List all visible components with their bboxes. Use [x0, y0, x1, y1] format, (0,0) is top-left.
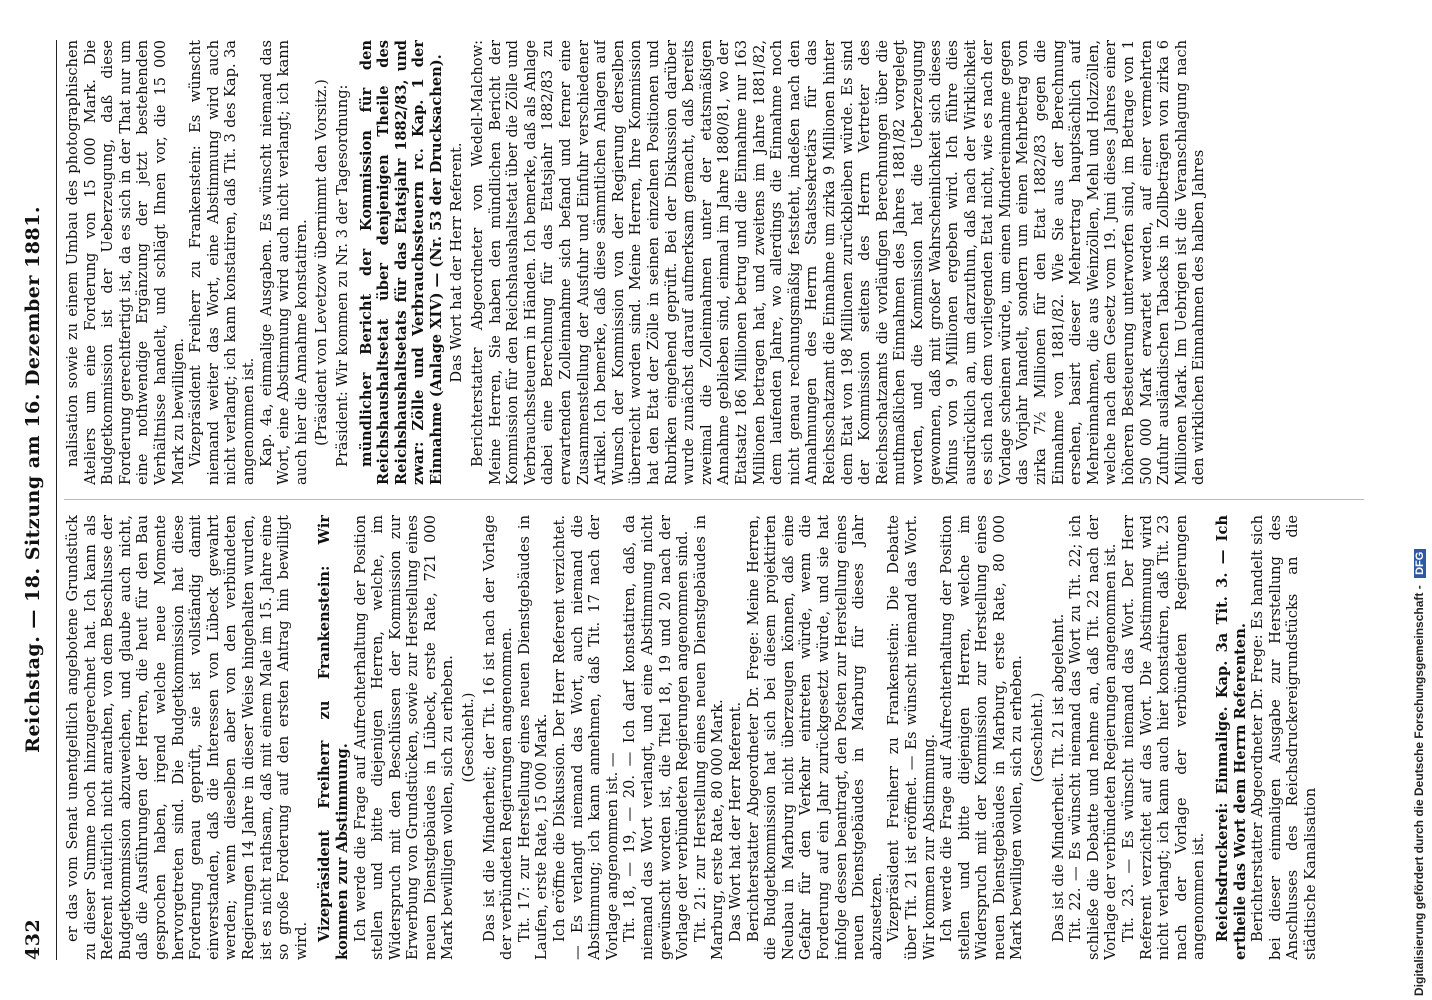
paragraph: Ich eröffne die Diskussion. Der Herr Referent verzichtet. — Es verlangt niemand das Wort, auch niemand die Abstimmung; ich kann annehmen, daß Tit. 17 nach der Vorlage angenommen ist. —	[551, 515, 621, 960]
paragraph: Reichsdruckerei: Einmalige. Kap. 3a Tit. 3. — Ich ertheile das Wort dem Herrn Referenten.	[1214, 515, 1249, 960]
paragraph: Tit. 21: zur Herstellung eines neuen Dienstgebäudes in Marburg, erste Rate, 80 000 Mark.	[691, 515, 727, 960]
header-rule	[56, 40, 57, 960]
paragraph: Berichterstatter Abgeordneter Dr. Frege: Es handelt sich bei dieser einmaligen Ausgabe zur Herstellung des Anschlusses des Reichsdruckereigrundstücks an die städtische Kanalisation	[1249, 515, 1319, 960]
paragraph: Berichterstatter Abgeordneter Dr. Frege: Meine Herren, die Budgetkommission hat sich bei diesem projektirten Neubau in Marburg nicht überzeugen können, daß eine Gefahr für den Verkehr eintreten würde, wenn die Forderung auf ein Jahr zurückgesetzt würde, und sie hat infolge dessen beantragt, den Posten zur Herstellung eines neuen Dienstgebäudes in Marburg für dieses Jahr abzusetzen.	[744, 515, 885, 960]
paragraph: Das Wort hat der Herr Referent.	[726, 701, 744, 942]
page-number: 432	[22, 918, 44, 960]
paragraph: Das ist die Minderheit; der Tit. 16 ist nach der Vorlage der verbündeten Regierungen angenommen.	[480, 515, 516, 960]
paragraph: Das ist die Minderheit. Tit. 21 ist abgelehnt.	[1049, 613, 1067, 942]
paragraph: Vizepräsident Freiherr zu Frankenstein: Wir kommen zur Abstimmung.	[316, 515, 351, 960]
paragraph: Tit. 17: zur Herstellung eines neuen Dienstgebäudes in Laufen, erste Rate, 15 000 Mark.	[515, 515, 551, 960]
digitization-credit	[1410, 6, 1432, 1000]
credit-text: Digitalisierung gefördert durch die Deutsche Forschungsgemeinschaft -	[1412, 585, 1426, 996]
running-title: Reichstag. — 18. Sitzung am 16. Dezember 1881.	[22, 206, 44, 753]
paragraph: (Geschieht.)	[1029, 692, 1047, 783]
right-column	[64, 40, 1374, 485]
paragraph: Tit. 18, — 19, — 20. — Ich darf konstatiren, daß, da niemand das Wort verlangt, und eine Abstimmung nicht gewünscht worden ist, die Titel 18, 19 und 20 nach der Vorlage der verbündeten Regierungen angenommen sind.	[621, 515, 692, 960]
paragraph: Präsident: Wir kommen zu Nr. 3 der Tagesordnung:	[333, 84, 351, 467]
paragraph: er das vom Senat unentgeltlich angebotene Grundstück zu dieser Summe noch hinzugerechnet hat. Ich kann als Referent natürlich nicht anrathen, von dem Beschlusse der Budgetkommission abzuweichen, und glaube auch nicht, daß die Ausführungen der Herren, die heut für den Bau gesprochen haben, irgend welche neue Momente hervorgetreten sind. Die Budgetkommission hat diese Forderung genau geprüft, sie ist vollständig damit einverstanden, daß die Interessen von Lübeck gewahrt werden; wenn dieselben aber von den verbündeten Regierungen 14 Jahre in dieser Weise hingehalten wurden, ist es nicht rathsam, daß mit einem Male im 15. Jahre eine so große Forderung auf den ersten Antrag hin bewilligt wird.	[64, 515, 310, 960]
paragraph: Vizepräsident Freiherr zu Frankenstein: Die Debatte über Tit. 21 ist eröffnet. — Es wünscht niemand das Wort. Wir kommen zur Abstimmung.	[885, 515, 938, 960]
left-column	[64, 515, 1374, 960]
column-divider	[64, 499, 1364, 500]
paragraph: Kap. 4a, einmalige Ausgaben. Es wünscht niemand das Wort, eine Abstimmung wird auch nicht verlangt; ich kann auch hier die Annahme konstatiren.	[257, 40, 310, 485]
paragraph: Tit. 22. — Es wünscht niemand das Wort zu Tit. 22; ich schließe die Debatte und nehme an, daß Tit. 22 nach der Vorlage der verbündeten Regierungen angenommen ist.	[1067, 515, 1120, 960]
paragraph: Das Wort hat der Herr Referent.	[448, 142, 466, 383]
paragraph: (Geschieht.)	[460, 692, 478, 783]
paragraph: Berichterstatter Abgeordneter von Wedell-Malchow: Meine Herren, Sie haben den mündlichen Bericht der Kommission für den Reichshaushaltsetat über die Zölle und Verbrauchssteuern in Händen. Ich bemerke, daß als Anlage dabei eine Berechnung für das Etatsjahr 1882/83 zu erwartenden Zolleinnahme sich befand und ferner eine Zusammenstellung der Ausfuhr und Einfuhr verschiedener Artikel. Ich bemerke, daß diese sämmtlichen Anlagen auf Wunsch der Kommission von der Regierung derselben überreicht worden sind. Meine Herren, Ihre Kommission hat den Etat der Zölle in seinen einzelnen Positionen und Rubriken eingehend geprüft. Bei der Diskussion darüber wurde zunächst darauf aufmerksam gemacht, daß bereits zweimal die Zolleinnahmen unter der etatsmäßigen Annahme geblieben sind, einmal im Jahre 1880/81, wo der Etatsatz 186 Millionen betrug und die Einnahme nur 163 Millionen betragen hat, und zweitens im Jahre 1881/82, dem laufenden Jahre, wo allerdings die Einnahme noch nicht genau rechnungsmäßig feststeht, indeßen nach den Annahmungen des Herrn Staatssekretärs für das Reichsschatzamt die Einnahme um zirka 9 Millionen hinter dem Etat von 198 Millionen zurückbleiben würde. Es sind der Kommission seitens des Herrn Vertreter des Reichsschatzamts die vorläufigen Berechnungen über die muthmaßlichen Einnahmen des Jahres 1881/82 vorgelegt worden, und die Kommission hat die Ueberzeugung gewonnen, daß mit großer Wahrscheinlichkeit sich dieses Minus von 9 Millionen ergeben wird. Ich führe dies ausdrücklich an, um darzuthun, daß nach der Wirklichkeit es sich nach dem vorliegenden Etat nicht, wie es nach der Vorlage scheinen würde, um einen Mindereinnahme gegen das Vorjahr handelt, sondern um einen Mehrbetrag von zirka 7½ Millionen für den Etat 1882/83 gegen die Einnahme von 1881/82. Wie Sie aus der Berechnung ersehen, basirt dieser Mehrertrag hauptsächlich auf Mehreinnahmen, die aus Weinzöllen, Mehl und Holzzöllen, welche nach dem Gesetz vom 19. Juni dieses Jahres einer höheren Besteuerung unterworfen sind, im Betrage von 1 500 000 Mark erwartet werden, auf einer vermehrten Zufuhr ausländischen Tabacks in Zollbeträgen von zirka 6 Millionen Mark. Im Uebrigen ist die Veranschlagung nach den wirklichen Einnahmen des halben Jahres	[469, 40, 1208, 485]
paragraph: Ich werde die Frage auf Aufrechterhaltung der Position stellen und bitte diejenigen Herren, welche, im Widerspruch mit den Beschlüssen der Kommission zur Erwerbung von Grundstücken, sowie zur Herstellung eines neuen Dienstgebäudes in Lübeck, erste Rate, 721 000 Mark bewilligen wollen, sich zu erheben.	[351, 515, 457, 960]
agenda-title: mündlicher Bericht der Kommission für den Reichshaushaltsetat über denjenigen Theile des Reichshaushaltsetats für das Etatsjahr 1882/83, und zwar: Zölle und Verbrauchssteuern rc. Kap. 1 der Einnahme (Anlage XIV) — (Nr. 53 der Drucksachen).	[357, 40, 445, 485]
paragraph: Tit. 23. — Es wünscht niemand das Wort. Der Herr Referent verzichtet auf das Wort. Die Abstimmung wird nicht verlangt; ich kann auch hier konstatiren, daß Tit. 23 nach der Vorlage der verbündeten Regierungen angenommen ist.	[1120, 515, 1208, 960]
paragraph: nalisation sowie zu einem Umbau des photographischen Ateliers um eine Forderung von 15 000 Mark. Die Budgetkommission ist der Ueberzeugung, daß diese Forderung gerechtfertigt ist, da es sich in der That nur um eine nothwendige Ergänzung der jetzt bestehenden Verhältnisse handelt, und schlägt Ihnen vor, die 15 000 Mark zu bewilligen.	[64, 40, 187, 485]
credit-text-wrapper	[1412, 549, 1426, 996]
paragraph: (Präsident von Levetzow übernimmt den Vorsitz.)	[313, 79, 331, 446]
paragraph: Ich werde die Frage auf Aufrechterhaltung der Position stellen und bitte diejenigen Herren, welche im Widerspruch mit der Kommission zur Herstellung eines neuen Dienstgebäudes in Marburg, erste Rate, 80 000 Mark bewilligen wollen, sich zu erheben.	[938, 515, 1026, 960]
dfg-logo: DFG	[1414, 549, 1426, 578]
page-header	[22, 40, 52, 960]
paragraph: Vizepräsident Freiherr zu Frankenstein: Es wünscht niemand weiter das Wort, eine Abstimmung wird auch nicht verlangt; ich kann konstatiren, daß Tit. 3 des Kap. 3a angenommen ist.	[187, 40, 257, 485]
